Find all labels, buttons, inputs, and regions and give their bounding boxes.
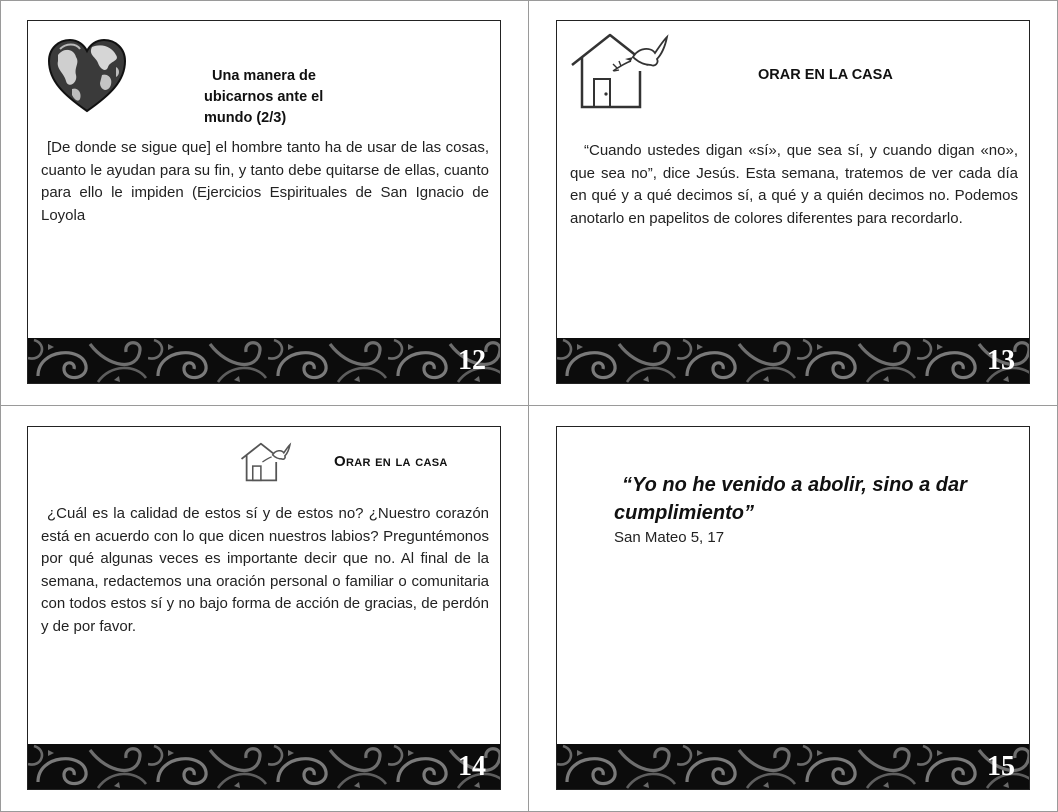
card-15-number: 15 <box>987 751 1015 782</box>
decorative-footer <box>28 744 500 789</box>
card-15-source: San Mateo 5, 17 <box>614 529 725 546</box>
decorative-footer <box>557 744 1029 789</box>
card-15 <box>556 426 1030 790</box>
sheet-border-left <box>0 0 1 812</box>
heart-globe-icon <box>46 37 128 120</box>
house-dove-icon <box>240 441 292 488</box>
sheet-border-top <box>0 0 1058 1</box>
card-13-heading: ORAR EN LA CASA <box>758 67 893 83</box>
decorative-footer <box>28 338 500 383</box>
card-13 <box>556 20 1030 384</box>
card-13-number: 13 <box>987 345 1015 376</box>
house-dove-icon <box>569 31 671 116</box>
card-14 <box>27 426 501 790</box>
card-12-body: [De donde se sigue que] el hombre tanto ha de usar de las cosas, cuanto le ayudan para su fin, y tanto debe quitarse de ellas, cuanto para ello le impiden (Ejercicios Espirituales de San Ignacio de Loyola <box>41 139 489 224</box>
cut-line-vertical <box>528 0 529 812</box>
card-15-quote: “Yo no he venido a abolir, sino a dar cumplimiento” <box>614 474 967 524</box>
cut-line-horizontal <box>0 405 1058 406</box>
card-12-heading: Una manera de ubicarnos ante el mundo (2/3) <box>204 68 324 126</box>
card-14-number: 14 <box>458 751 486 782</box>
card-12-number: 12 <box>458 345 486 376</box>
card-13-body: “Cuando ustedes digan «sí», que sea sí, y cuando digan «no», que sea no”, dice Jesús. Esta semana, tratemos de ver cada día en qué y a qué decimos sí, a qué y a quién decimos no. Podemos anotarlo en papelitos de colores diferentes para recordarlo. <box>570 142 1018 227</box>
card-12 <box>27 20 501 384</box>
card-14-body: ¿Cuál es la calidad de estos sí y de estos no? ¿Nuestro corazón está en acuerdo con lo que dicen nuestros labios? Preguntémonos por qué algunas veces es importante decir que no. Al final de la semana, redactemos una oración personal o familiar o comunitaria con todos estos sí y no bajo forma de acción de gracias, de perdón y de por favor. <box>41 505 489 635</box>
decorative-footer <box>557 338 1029 383</box>
card-14-heading: Orar en la casa <box>334 453 448 470</box>
